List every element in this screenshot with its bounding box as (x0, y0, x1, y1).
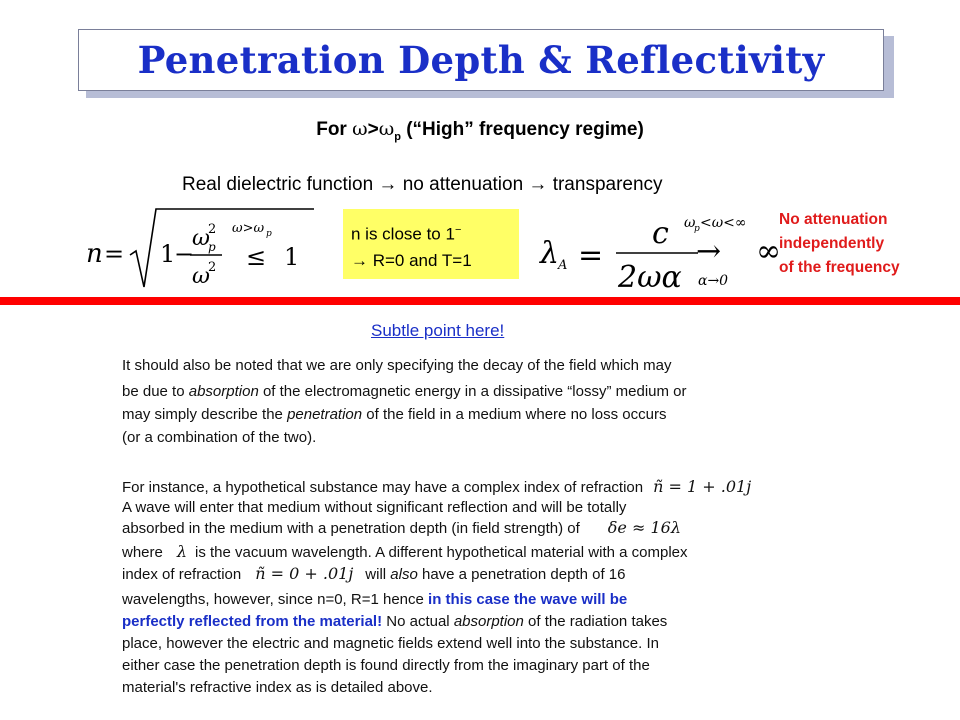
para2-line4: where λ is the vacuum wavelength. A different hypothetical material with a complex (122, 542, 688, 561)
subtitle (0, 118, 960, 143)
para2-line2: A wave will enter that medium without significant reflection and will be totally (122, 499, 627, 516)
formula-lambda (534, 205, 784, 295)
dielectric-statement: Real dielectric function → no attenuation → transparency (182, 174, 663, 195)
math-n-tilde-1: ñ = 1 + .01j (653, 477, 752, 496)
equals-sign: = (104, 240, 125, 268)
para2-line1: For instance, a hypothetical substance may have a complex index of refraction ñ = 1 + .01j (122, 477, 752, 496)
svg-text:p: p (694, 224, 700, 234)
lambda-denominator: 2ωα (618, 260, 682, 295)
arrow-top-omega: ω (684, 215, 696, 231)
gt-symbol: > (367, 119, 379, 140)
page-title: Penetration Depth & Reflectivity (137, 38, 825, 82)
infinity-symbol: ∞ (756, 234, 781, 269)
para1-line1: It should also be noted that we are only specifying the decay of the field which may (122, 357, 672, 374)
arrow-top-rest: <ω<∞ (700, 215, 747, 231)
subtitle-prefix: For (316, 119, 353, 140)
para2-line9: either case the penetration depth is found directly from the imaginary part of the (122, 657, 650, 674)
yellow-note-text1: n is close to 1 (351, 224, 455, 244)
note-line2: independently (779, 235, 885, 252)
para2-line3: absorbed in the medium with a penetration depth (in field strength) of δe ≈ 16λ (122, 518, 681, 537)
yellow-note-box (343, 209, 519, 279)
leq-sign: ≤ (246, 243, 267, 271)
formula-refractive-index (86, 205, 316, 293)
para2-line8: place, however the electric and magnetic fields extend well into the substance. In (122, 635, 659, 652)
omega-p-symbol: ω (378, 118, 395, 140)
lambda-equals: = (578, 238, 604, 273)
yellow-note-line2: → R=0 and T=1 (351, 250, 472, 270)
yellow-note-sup: − (454, 224, 462, 236)
math-n-tilde-2: ñ = 0 + .01j (255, 564, 354, 583)
para2-line10: material's refractive index as is detailed above. (122, 679, 433, 696)
para1-line2: be due to absorption of the electromagnetic energy in a dissipative “lossy” medium or (122, 383, 687, 400)
no-attenuation-note (779, 208, 900, 280)
lambda-numerator: c (652, 216, 669, 251)
minus-sign: − (174, 240, 195, 268)
lambda-symbol: λ (540, 236, 560, 271)
red-divider (0, 297, 960, 305)
omega-exp: 2 (208, 260, 217, 275)
condition-sub: p (266, 229, 272, 239)
formula-n-lhs: n (86, 239, 103, 269)
omega-symbol: ω (352, 118, 368, 140)
para1-line4: (or a combination of the two). (122, 429, 317, 446)
math-lambda: λ (176, 542, 187, 561)
one-digit: 1 (160, 240, 176, 268)
para2-line5: index of refraction ñ = 0 + .01j will also have a penetration depth of 16 (122, 564, 626, 583)
rhs-one: 1 (284, 243, 300, 271)
arrow-symbol: → (696, 234, 722, 269)
omega-denominator: ω (192, 264, 210, 289)
subtle-point-link[interactable]: Subtle point here! (371, 321, 505, 340)
subscript-p: p (394, 130, 401, 143)
note-line3: of the frequency (779, 259, 900, 276)
yellow-note-line1 (351, 217, 519, 248)
condition-label: ω>ω (232, 221, 265, 236)
lambda-sub: A (558, 258, 568, 273)
subtitle-suffix: (“High” frequency regime) (400, 119, 644, 140)
arrow-bottom: α→0 (698, 273, 729, 289)
note-line1: No attenuation (779, 211, 888, 228)
omega-p-sub: p (208, 240, 216, 254)
para2-line6: wavelengths, however, since n=0, R=1 hence in this case the wave will be (122, 591, 628, 608)
omega-p-exp: 2 (208, 222, 217, 237)
para2-line7: perfectly reflected from the material! No actual absorption of the radiation takes (122, 613, 668, 630)
omega-p-numerator: ω (192, 226, 210, 251)
math-delta-e: δe ≈ 16λ (607, 518, 681, 537)
para1-line3: may simply describe the penetration of the field in a medium where no loss occurs (122, 406, 667, 423)
